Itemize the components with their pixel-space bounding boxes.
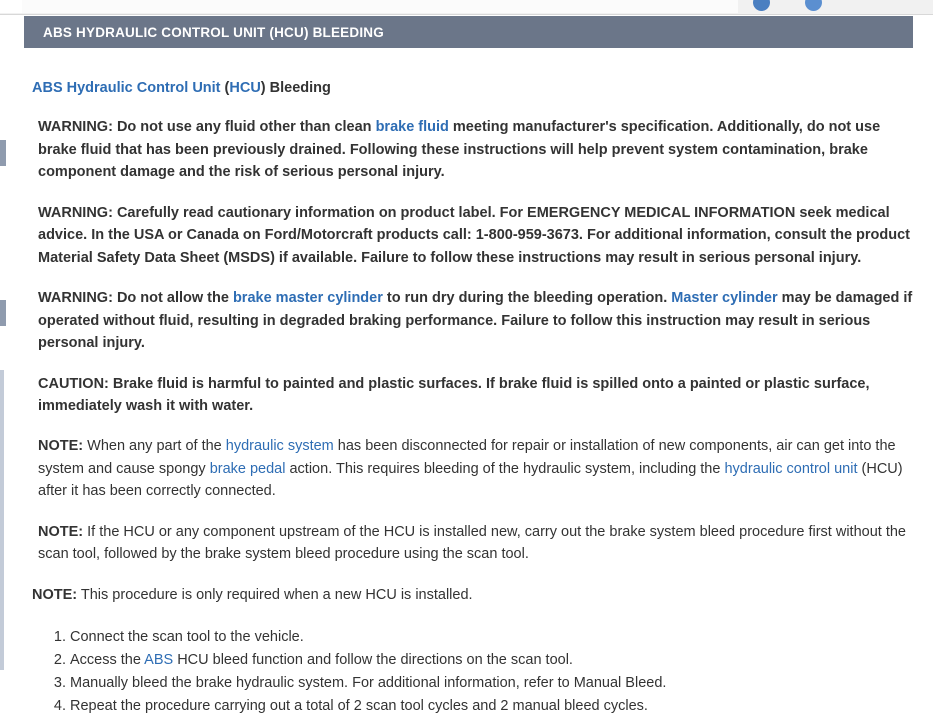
warning-text-2: Carefully read cautionary information on product label. For EMERGENCY MEDICAL INFORMATION seek medical advice. In the USA or Canada on Ford/Motorcraft products call: 1-800-959-3673. For additional information, consult the product Material Safety Data Sheet (MSDS) if available. Failure to follow these instructions may result in serious personal injury. <box>38 204 911 266</box>
note-text-1a: When any part of the <box>83 438 226 455</box>
heading-paren-open: ( <box>220 80 230 96</box>
procedure-steps-list <box>32 626 917 717</box>
chrome-middle-gap <box>22 0 738 13</box>
note-text-2: If the HCU or any component upstream of the HCU is installed new, carry out the brake system bleed procedure first without the scan tool, followed by the brake system bleed procedure using the scan tool. <box>38 523 906 563</box>
step-text-2b: HCU bleed function and follow the directions on the scan tool. <box>173 652 573 669</box>
note-label-2: NOTE: <box>38 523 84 540</box>
link-brake-master-cylinder[interactable]: brake master cylinder <box>232 290 383 307</box>
list-item <box>70 672 917 694</box>
link-abs-hydraulic-control-unit[interactable]: ABS Hydraulic Control Unit <box>32 80 221 96</box>
warning-text-1b: meeting manufacturer's specification. Additionally, do not use brake fluid that has been previously drained. Following these instructions will help prevent system contamination, brake component damage and the risk of serious personal injury. <box>38 119 881 181</box>
link-hydraulic-system[interactable]: hydraulic system <box>225 438 334 455</box>
link-hcu[interactable]: HCU <box>229 80 261 96</box>
note-text-1b: has been disconnected for repair or installation of new components, air can get into the system and cause spongy <box>38 438 896 477</box>
heading-paren-close: ) <box>260 80 270 96</box>
warning-text-3a: Do not allow the <box>112 290 233 307</box>
app-chrome-strip <box>0 0 933 15</box>
note-text-1d: (HCU) after it has been correctly connected. <box>38 460 903 500</box>
step-text-4a: Repeat the procedure carrying out a total of 2 scan tool cycles and 2 manual bleed cycles. <box>70 698 648 715</box>
document-content <box>32 60 917 718</box>
section-title-bar <box>24 16 913 48</box>
caution-text: Brake fluid is harmful to painted and plastic surfaces. If brake fluid is spilled onto a painted or plastic surface, immediately wash it with water. <box>38 375 870 414</box>
note-label-1: NOTE: <box>38 438 84 455</box>
warning-block-1 <box>32 116 917 183</box>
warning-block-3 <box>32 287 917 354</box>
warning-text-1a: Do not use any fluid other than clean <box>112 119 376 136</box>
step-text-2a: Access the <box>70 652 145 669</box>
section-title: ABS HYDRAULIC CONTROL UNIT (HCU) BLEEDING <box>43 24 384 40</box>
note-block-3 <box>32 584 917 606</box>
page-title <box>32 78 917 98</box>
link-hydraulic-control-unit[interactable]: hydraulic control unit <box>724 460 858 477</box>
link-brake-fluid[interactable]: brake fluid <box>375 119 449 136</box>
list-item <box>70 695 917 717</box>
user-avatar-icon[interactable] <box>753 0 770 11</box>
note-block-1 <box>32 435 917 502</box>
link-abs[interactable]: ABS <box>144 652 174 669</box>
warning-block-2 <box>32 202 917 269</box>
link-master-cylinder[interactable]: Master cylinder <box>671 290 778 307</box>
warning-label-1: WARNING: <box>38 119 113 136</box>
list-item <box>70 626 917 648</box>
caution-label: CAUTION: <box>38 375 109 392</box>
settings-avatar-icon[interactable] <box>805 0 822 11</box>
link-brake-pedal[interactable]: brake pedal <box>209 460 286 477</box>
left-scroll-rail[interactable] <box>0 370 4 670</box>
left-rail-marker-2 <box>0 300 6 326</box>
left-rail-marker-1 <box>0 140 6 166</box>
warning-text-3b: to run dry during the bleeding operation. <box>382 290 672 307</box>
note-text-3: This procedure is only required when a new HCU is installed. <box>77 586 473 603</box>
step-text-1a: Connect the scan tool to the vehicle. <box>70 629 304 646</box>
warning-label-3: WARNING: <box>38 290 113 307</box>
note-text-1c: action. This requires bleeding of the hydraulic system, including the <box>285 460 725 477</box>
heading-rest: Bleeding <box>269 80 331 96</box>
chrome-left-gap <box>0 0 22 13</box>
step-text-3a: Manually bleed the brake hydraulic system. For additional information, refer to Manual Bleed. <box>70 675 667 692</box>
warning-text-3c: may be damaged if operated without fluid, resulting in degraded braking performance. Failure to follow this instruction may result in serious personal injury. <box>38 290 913 352</box>
note-label-3: NOTE: <box>32 586 78 603</box>
caution-block <box>32 373 917 418</box>
note-block-2 <box>32 521 917 566</box>
list-item <box>70 649 917 671</box>
warning-label-2: WARNING: <box>38 204 113 221</box>
